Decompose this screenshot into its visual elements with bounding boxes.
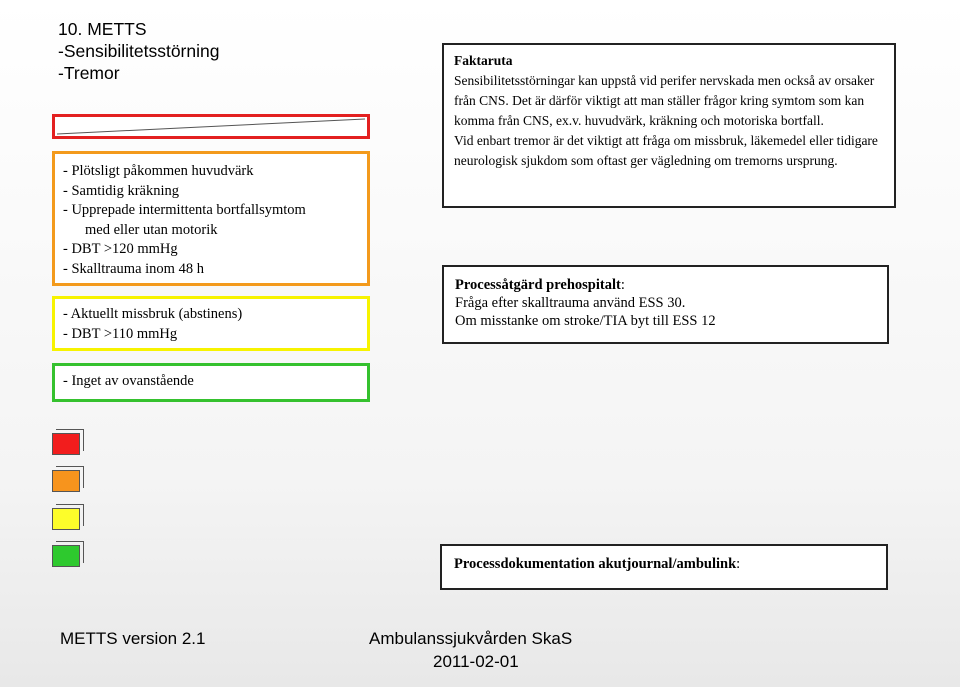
title-line-2: -Sensibilitetsstörning: [58, 41, 220, 61]
documentation-heading: Processdokumentation akutjournal/ambulink: [454, 556, 737, 572]
footer-date: 2011-02-01: [433, 652, 519, 671]
footer-version: METTS version 2.1: [60, 629, 206, 648]
fact-box: [442, 43, 896, 208]
legend-green-square: [52, 545, 80, 567]
title-line-3: -Tremor: [58, 63, 120, 83]
legend-yellow-square: [52, 508, 80, 530]
documentation-colon: :: [736, 556, 741, 572]
process-action-colon: :: [620, 277, 625, 293]
criterion-item: - Upprepade intermittenta bortfallsymtom: [63, 202, 306, 218]
criterion-item: - Aktuellt missbruk (abstinens): [63, 306, 243, 322]
priority-orange-box: [52, 151, 370, 286]
fact-box-heading: Faktaruta: [454, 53, 513, 68]
criterion-item: - Inget av ovanstående: [63, 373, 194, 389]
fact-box-paragraph: Vid enbart tremor är det viktigt att fråga om missbruk, läkemedel eller tidigare neurologisk sjukdom som oftast ger vägledning om tremorns ursprung.: [454, 133, 878, 168]
process-action-line: Fråga efter skalltrauma använd ESS 30.: [455, 295, 686, 311]
documentation-box: [440, 544, 888, 590]
page-title: [58, 18, 219, 84]
criterion-item: - DBT >120 mmHg: [63, 241, 178, 257]
legend-red-square: [52, 433, 80, 455]
criterion-item: - Skalltrauma inom 48 h: [63, 260, 204, 277]
process-action-line: Om misstanke om stroke/TIA byt till ESS 12: [455, 313, 716, 329]
process-action-heading: Processåtgärd prehospitalt: [455, 277, 621, 293]
title-line-1: 10. METTS: [58, 19, 147, 39]
process-action-box: [442, 265, 889, 344]
criterion-item: - Samtidig kräkning: [63, 182, 179, 199]
legend-orange-square: [52, 470, 80, 492]
criterion-item: med eller utan motorik: [85, 221, 218, 238]
empty-slash-icon: [55, 117, 367, 136]
criterion-item: - Plötsligt påkommen huvudvärk: [63, 163, 254, 179]
priority-red-box: [52, 114, 370, 139]
priority-green-box: [52, 363, 370, 402]
criterion-item: - DBT >110 mmHg: [63, 325, 178, 342]
priority-yellow-box: [52, 296, 370, 351]
fact-box-paragraph: Sensibilitetsstörningar kan uppstå vid perifer nervskada men också av orsaker från CNS. Det är därför viktigt att man ställer frågor kring symtom som kan komma från CNS, ex.v. huvudvärk, kräkning och motoriska bortfall.: [454, 73, 875, 128]
footer-organization: Ambulanssjukvården SkaS: [369, 629, 573, 648]
